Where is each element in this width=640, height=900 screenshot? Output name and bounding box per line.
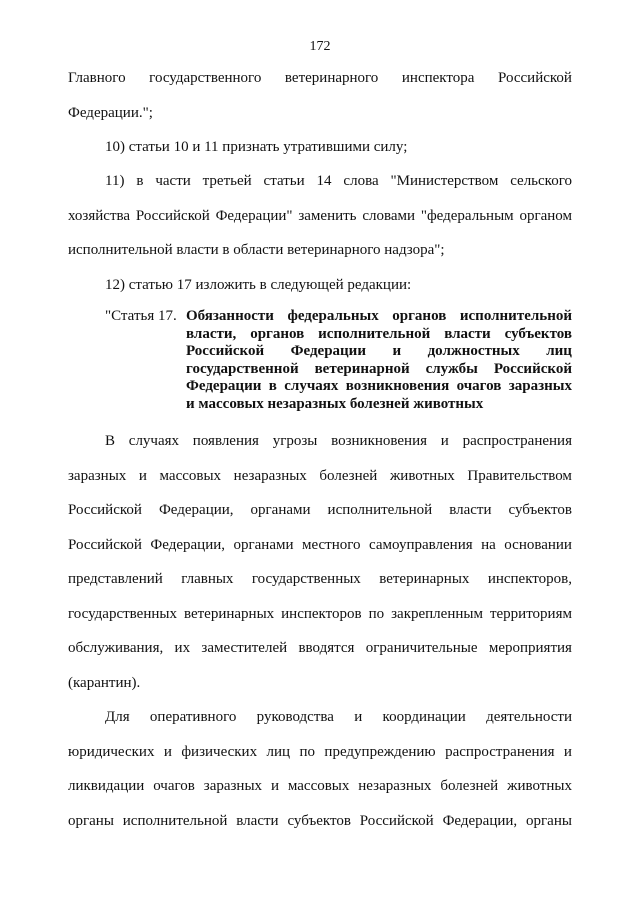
word: исполнительной (327, 502, 433, 518)
title-line (186, 343, 572, 361)
word: исполнительной (122, 812, 228, 829)
word: и (440, 433, 449, 449)
word: Федерации (290, 343, 366, 359)
word: распространения (462, 433, 572, 449)
word: ограничительные (365, 640, 478, 656)
word: и (163, 743, 172, 760)
word: органов (392, 308, 447, 324)
word: деятельности (486, 709, 572, 725)
word: 11) (105, 173, 125, 189)
word: органов (250, 325, 305, 342)
word: власти (236, 812, 279, 829)
word: самоуправления (369, 536, 473, 553)
word: основании (504, 536, 572, 553)
word: очагов (456, 378, 502, 394)
paragraph-continuation (68, 61, 572, 130)
page-number: 172 (309, 39, 331, 54)
text-line (68, 164, 572, 199)
word: появления (192, 433, 259, 449)
word: лиц (266, 743, 291, 760)
word: представлений (68, 571, 163, 587)
text-line (68, 631, 572, 666)
word: главных (181, 571, 234, 587)
word: и (354, 709, 363, 725)
word: государственных (251, 571, 361, 587)
word: Российской (68, 502, 142, 518)
word: мероприятия (488, 640, 572, 656)
word: Российской (359, 812, 434, 829)
word: службы (425, 360, 478, 377)
word: органами (233, 536, 294, 553)
paragraph-outbreak (68, 424, 572, 700)
word: ветеринарной (314, 360, 410, 377)
title-line (186, 326, 572, 344)
word: органом (519, 207, 572, 224)
word: закрепленным (391, 605, 483, 622)
word: незаразных (358, 778, 432, 794)
word: власти (449, 502, 492, 518)
word: федеральных (287, 308, 379, 324)
word: Правительством (467, 467, 572, 484)
word: исполнительной (318, 325, 431, 342)
word: в (136, 173, 144, 189)
word: заразных (508, 378, 572, 394)
word: государственной (186, 360, 299, 377)
word: физических (181, 743, 258, 760)
word: животных (389, 467, 455, 484)
word: массовых (287, 778, 350, 794)
word: "федеральным (420, 207, 514, 224)
word: третьей (202, 173, 252, 189)
word: Федерации" (215, 207, 293, 224)
item-10 (105, 130, 572, 165)
text-line (68, 562, 572, 597)
word: органы (68, 812, 114, 829)
word: Федерации, (158, 502, 234, 518)
word: Российской (135, 207, 210, 224)
word: словами (362, 207, 416, 224)
word: Российской (68, 536, 142, 553)
word: их (174, 640, 191, 656)
title-line (186, 378, 572, 396)
word: очагов (153, 778, 195, 794)
article-title (186, 308, 572, 413)
text-line: (карантин). (68, 674, 141, 691)
word: статьи (263, 173, 305, 189)
word: болезней (319, 467, 378, 484)
word: власти, (186, 325, 237, 342)
word: государственных (68, 605, 177, 622)
word: ветеринарных (183, 605, 275, 622)
word: юридических (68, 743, 155, 760)
word: слова (343, 173, 379, 189)
word: по (299, 743, 315, 760)
word: координации (382, 709, 466, 725)
word: случаях (128, 433, 180, 449)
word: хозяйства (68, 207, 131, 224)
word: Федерации (186, 378, 262, 394)
text-line (68, 528, 572, 563)
word: и (392, 343, 402, 359)
word: и (563, 743, 572, 760)
word: инспекторов, (487, 571, 572, 587)
word: заместителей (201, 640, 288, 656)
text-line: исполнительной власти в области ветеринарного надзора"; (68, 242, 445, 258)
word: незаразных (233, 467, 307, 484)
word: государственного (149, 70, 262, 86)
word: случаях (284, 378, 339, 394)
word: инспекторов (281, 605, 362, 622)
word: Для (105, 709, 130, 725)
word: части (155, 173, 191, 189)
word: органами (250, 502, 311, 518)
word: распространения (445, 743, 555, 760)
word: лиц (546, 343, 572, 359)
article-label: "Статья 17. (105, 308, 177, 324)
text-line (68, 493, 572, 528)
word: заразных (203, 778, 263, 794)
text-line (68, 459, 572, 494)
word: Российской (498, 70, 572, 86)
paragraph-coordination (68, 700, 572, 838)
word: субъектов (504, 325, 572, 342)
word: болезней (440, 778, 499, 794)
word: ветеринарного (284, 70, 379, 86)
text-line (68, 804, 572, 839)
word: 14 (316, 173, 332, 189)
word: Российской (493, 360, 572, 377)
word: должностных (427, 343, 520, 359)
word: и (138, 467, 147, 484)
word: Федерации, (442, 812, 518, 829)
title-line: и массовых незаразных болезней животных (186, 395, 484, 412)
text-line (68, 424, 572, 459)
text-line (68, 61, 572, 96)
word: органы (526, 812, 572, 829)
word: сельского (510, 173, 572, 189)
title-line (186, 308, 572, 326)
word: субъектов (508, 502, 572, 518)
word: животных (507, 778, 572, 794)
text-line (68, 597, 572, 632)
word: Российской (186, 343, 265, 359)
word: власти (444, 325, 491, 342)
word: угрозы (272, 433, 318, 449)
word: предупреждению (324, 743, 436, 760)
word: по (368, 605, 385, 622)
text-line (68, 769, 572, 804)
word: "Министерством (390, 173, 499, 189)
word: Обязанности (186, 308, 274, 324)
word: территориям (489, 605, 572, 622)
title-line (186, 361, 572, 379)
word: руководства (256, 709, 334, 725)
word: оперативного (149, 709, 237, 725)
word: возникновения (345, 378, 450, 394)
word: в (268, 378, 277, 394)
word: возникновения (331, 433, 427, 449)
word: местного (302, 536, 361, 553)
word: заразных (68, 467, 127, 484)
word: на (481, 536, 496, 553)
word: Главного (68, 70, 126, 86)
word: Федерации, (150, 536, 226, 553)
word: заменить (298, 207, 357, 224)
text-line: Федерации."; (68, 104, 153, 121)
word: В (105, 433, 116, 449)
text-line: 12) статью 17 изложить в следующей редакции: (105, 277, 412, 293)
word: ветеринарных (379, 571, 470, 587)
text-line (68, 199, 572, 234)
item-11 (68, 164, 572, 268)
item-12 (105, 268, 572, 303)
text-line (68, 700, 572, 735)
word: субъектов (287, 812, 351, 829)
word: массовых (159, 467, 222, 484)
word: обслуживания, (68, 640, 164, 656)
word: вводятся (298, 640, 355, 656)
text-line: 10) статьи 10 и 11 признать утратившими силу; (105, 139, 408, 155)
word: ликвидации (68, 778, 145, 794)
word: инспектора (401, 70, 475, 86)
word: исполнительной (459, 308, 572, 324)
text-line (68, 735, 572, 770)
word: и (270, 778, 279, 794)
